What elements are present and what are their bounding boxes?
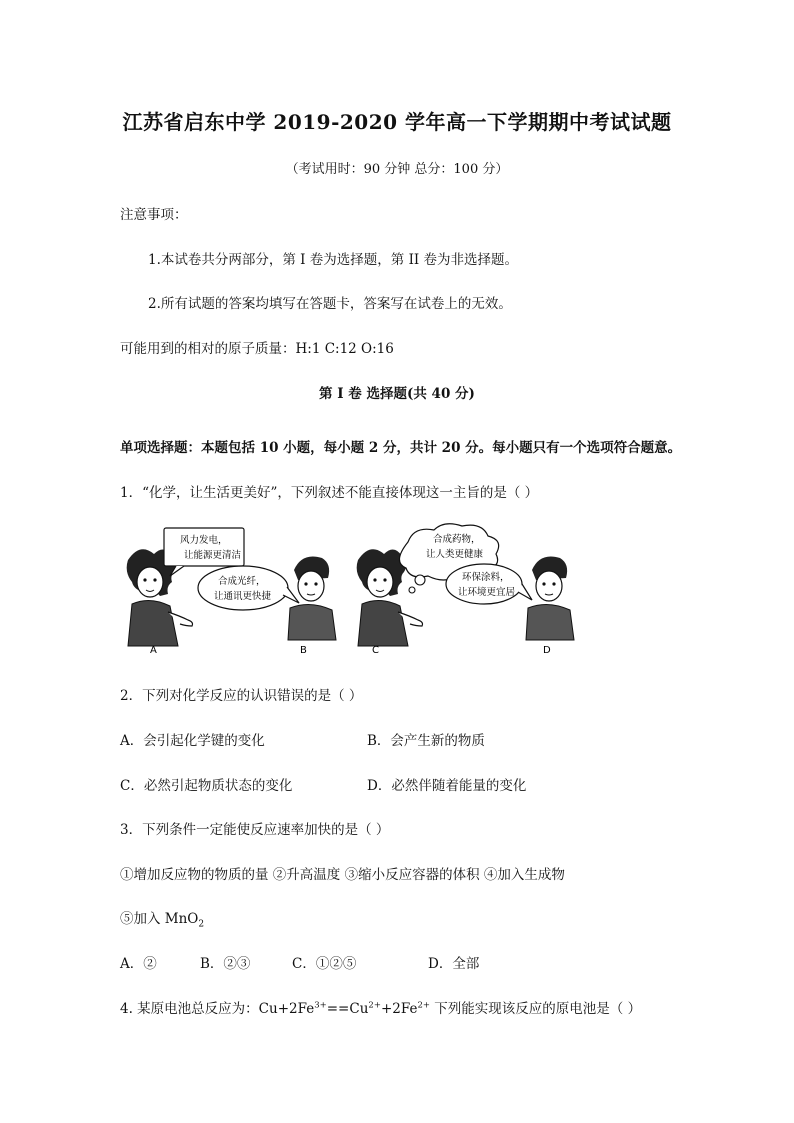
figure-label-d: D [543, 645, 551, 656]
q4-sup-1: 3+ [314, 1000, 327, 1011]
exam-subtitle: （考试用时：90 分钟 总分：100 分） [285, 162, 509, 177]
exam-title: 江苏省启东中学 2019-2020 学年高一下学期期中考试试题 [122, 110, 672, 134]
bubble-c-line2: 让人类更健康 [426, 549, 484, 560]
q4-mid-1: ==Cu [326, 1001, 369, 1017]
bubble-a-line2: 让能源更清洁 [184, 550, 242, 561]
question-3-option-c: C．①②⑤ [292, 956, 357, 972]
question-1-figure [118, 520, 588, 665]
question-2-option-d: D．必然伴随着能量的变化 [367, 778, 527, 794]
section-instruction: 单项选择题：本题包括 10 小题，每小题 2 分，共计 20 分。每小题只有一个选项符合题意。 [120, 440, 682, 456]
q4-sup-2: 2+ [368, 1000, 381, 1011]
question-2-option-a: A．会引起化学键的变化 [120, 733, 265, 749]
bubble-a-line1: 风力发电， [180, 535, 228, 546]
section-title: 第 I 卷 选择题(共 40 分) [319, 386, 475, 402]
bubble-d-line2: 让环境更宜居 [458, 587, 516, 598]
figure-label-c: C [372, 645, 379, 656]
speech-bubble-b [198, 566, 299, 610]
q4-sup-3: 2+ [417, 1000, 430, 1011]
bubble-c-line1: 合成药物， [433, 534, 481, 545]
condition-5-text: ⑤加入 MnO [120, 911, 199, 927]
question-2-option-c: C．必然引起物质状态的变化 [120, 778, 293, 794]
bubble-b-line1: 合成光纤， [218, 576, 266, 587]
question-2-stem: 2．下列对化学反应的认识错误的是（ ） [120, 688, 363, 704]
figure-label-a: A [150, 645, 157, 656]
question-3-option-b: B．②③ [200, 956, 251, 972]
boy-figure-d [526, 557, 574, 641]
question-3-conditions: ①增加反应物的物质的量 ②升高温度 ③缩小反应容器的体积 ④加入生成物 [120, 867, 565, 883]
bubble-d-line1: 环保涂料， [462, 572, 510, 583]
notice-heading: 注意事项： [120, 207, 188, 223]
notice-item-2: 2.所有试题的答案均填写在答题卡，答案写在试卷上的无效。 [148, 296, 512, 312]
question-3-option-d: D．全部 [428, 956, 480, 972]
figure-label-b: B [300, 645, 307, 656]
atomic-mass-line: 可能用到的相对的原子质量：H:1 C:12 O:16 [120, 341, 394, 357]
question-1-stem: 1．“化学，让生活更美好”，下列叙述不能直接体现这一主旨的是（ ） [120, 485, 539, 501]
q4-suffix: 下列能实现该反应的原电池是（ ） [430, 1001, 642, 1017]
notice-item-1: 1.本试卷共分两部分，第 I 卷为选择题，第 II 卷为非选择题。 [148, 252, 519, 268]
bubble-b-line2: 让通讯更快捷 [214, 591, 272, 602]
q4-mid-2: +2Fe [380, 1001, 418, 1017]
q4-prefix: 4. 某原电池总反应为：Cu+2Fe [120, 1001, 315, 1017]
speech-bubble-d [446, 564, 532, 604]
question-3-condition-5 [120, 907, 204, 930]
question-3-option-a: A．② [120, 956, 157, 972]
condition-5-subscript: 2 [198, 919, 205, 930]
question-3-stem: 3．下列条件一定能使反应速率加快的是（ ） [120, 822, 390, 838]
question-4-stem [120, 997, 641, 1017]
question-2-option-b: B．会产生新的物质 [367, 733, 485, 749]
